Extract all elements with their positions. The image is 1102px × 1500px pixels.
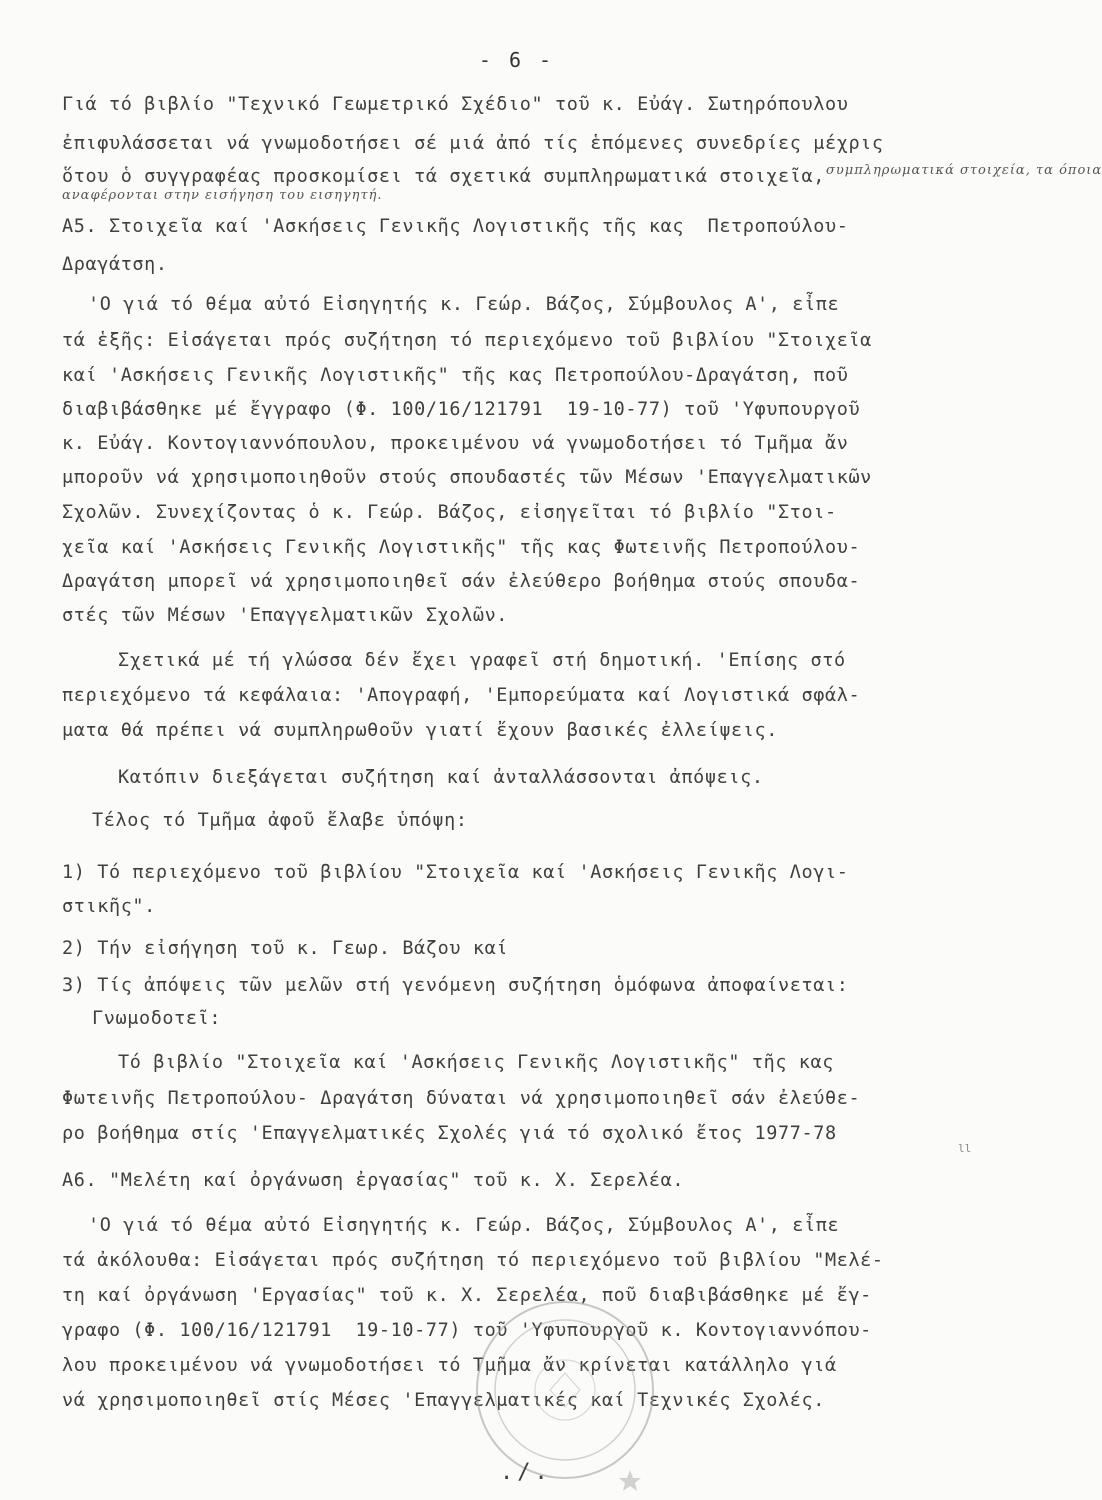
text-line: ἐπιφυλάσσεται νά γνωμοδοτήσει σέ μιά ἀπό τίς ἑπόμενες συνεδρίες μέχρις	[62, 133, 884, 154]
text-line: λου προκειμένου νά γνωμοδοτήσει τό Τμῆμα ἄν κρίνεται κατάλληλο γιά	[62, 1355, 837, 1376]
handwritten-note-line2: αναφέρονται στην εισήγηση του εισηγητή.	[62, 188, 383, 203]
text-line: Φωτεινῆς Πετροπούλου- Δραγάτση δύναται νά χρησιμοποιηθεῖ σάν ἐλεύθε-	[62, 1088, 861, 1109]
text-line: Δραγάτση.	[62, 254, 168, 275]
text-line: ματα θά πρέπει νά συμπληρωθοῦν γιατί ἔχουν βασικές ἐλλείψεις.	[62, 720, 779, 741]
text-line: χεῖα καί 'Ασκήσεις Γενικῆς Λογιστικῆς" τῆς κας Φωτεινῆς Πετροπούλου-	[62, 537, 861, 558]
text-line: νά χρησιμοποιηθεῖ στίς Μέσες 'Επαγγελματικές καί Τεχνικές Σχολές.	[62, 1390, 825, 1411]
text-line: 'Ο γιά τό θέμα αὐτό Εἰσηγητής κ. Γεώρ. Βάζος, Σύμβουλος Α', εἶπε	[88, 1215, 840, 1236]
text-line: καί 'Ασκήσεις Γενικῆς Λογιστικῆς" τῆς κας Πετροπούλου-Δραγάτση, ποῦ	[62, 365, 849, 386]
text-line: στικῆς".	[62, 896, 156, 917]
text-line: ὅτου ὁ συγγραφέας προσκομίσει τά σχετικά συμπληρωματικά στοιχεῖα,	[62, 166, 825, 187]
margin-mark: ll	[958, 1142, 972, 1155]
text-line: Σχετικά μέ τή γλώσσα δέν ἔχει γραφεῖ στή δημοτική. 'Επίσης στό	[118, 650, 846, 671]
continuation-mark: ./.	[500, 1460, 552, 1485]
text-line: στές τῶν Μέσων 'Επαγγελματικῶν Σχολῶν.	[62, 605, 509, 626]
list-item: 2) Τήν εἰσήγηση τοῦ κ. Γεωρ. Βάζου καί	[62, 938, 509, 959]
page-number: - 6 -	[478, 48, 555, 72]
text-line: διαβιβάσθηκε μέ ἔγγραφο (Φ. 100/16/121791 19-10-77) τοῦ 'Υφυπουργοῦ	[62, 399, 861, 420]
text-line: Κατόπιν διεξάγεται συζήτηση καί ἀνταλλάσσονται ἀπόψεις.	[118, 767, 764, 788]
text-line: κ. Εὐάγ. Κοντογιαννόπουλου, προκειμένου νά γνωμοδοτήσει τό Τμῆμα ἄν	[62, 433, 849, 454]
handwritten-note-line1: συμπληρωματικά στοιχεία, τα όποια	[826, 163, 1102, 178]
text-line: Σχολῶν. Συνεχίζοντας ὁ κ. Γεώρ. Βάζος, εἰσηγεῖται τό βιβλίο "Στοι-	[62, 502, 837, 523]
text-line: Δραγάτση μπορεῖ νά χρησιμοποιηθεῖ σάν ἐλεύθερο βοήθημα στούς σπουδα-	[62, 571, 861, 592]
text-line: μποροῦν νά χρησιμοποιηθοῦν στούς σπουδαστές τῶν Μέσων 'Επαγγελματικῶν	[62, 467, 872, 488]
text-line: Τέλος τό Τμῆμα ἀφοῦ ἔλαβε ὑπόψη:	[92, 810, 468, 831]
list-item: 3) Τίς ἀπόψεις τῶν μελῶν στή γενόμενη συζήτηση ὁμόφωνα ἀποφαίνεται:	[62, 975, 849, 996]
text-line: τη καί ὀργάνωση 'Εργασίας" τοῦ κ. Χ. Σερελέα, ποῦ διαβιβάσθηκε μέ ἔγ-	[62, 1285, 872, 1306]
decision-label: Γνωμοδοτεῖ:	[92, 1008, 222, 1029]
official-stamp-seal	[470, 1295, 660, 1485]
text-line: Γιά τό βιβλίο "Τεχνικό Γεωμετρικό Σχέδιο" τοῦ κ. Εὐάγ. Σωτηρόπουλου	[62, 94, 849, 115]
section-heading-a6: Α6. "Μελέτη καί ὀργάνωση ἐργασίας" τοῦ κ. Χ. Σερελέα.	[62, 1170, 685, 1191]
section-heading-a5: Α5. Στοιχεῖα καί 'Ασκήσεις Γενικῆς Λογιστικῆς τῆς κας Πετροπούλου-	[62, 216, 849, 237]
list-item: 1) Τό περιεχόμενο τοῦ βιβλίου "Στοιχεῖα καί 'Ασκήσεις Γενικῆς Λογι-	[62, 862, 849, 883]
text-line: ρο βοήθημα στίς 'Επαγγελματικές Σχολές γιά τό σχολικό ἔτος 1977-78	[62, 1123, 837, 1144]
text-line: περιεχόμενο τά κεφάλαια: 'Απογραφή, 'Εμπορεύματα καί Λογιστικά σφάλ-	[62, 685, 861, 706]
text-line: τά ἀκόλουθα: Εἰσάγεται πρός συζήτηση τό περιεχόμενο τοῦ βιβλίου "Μελέ-	[62, 1250, 884, 1271]
text-line: Τό βιβλίο "Στοιχεῖα καί 'Ασκήσεις Γενικῆς Λογιστικῆς" τῆς κας	[118, 1052, 835, 1073]
text-line: 'Ο γιά τό θέμα αὐτό Εἰσηγητής κ. Γεώρ. Βάζος, Σύμβουλος Α', εἶπε	[88, 294, 840, 315]
text-line: τά ἑξῆς: Εἰσάγεται πρός συζήτηση τό περιεχόμενο τοῦ βιβλίου "Στοιχεῖα	[62, 330, 872, 351]
text-line: γραφο (Φ. 100/16/121791 19-10-77) τοῦ 'Υφυπουργοῦ κ. Κοντογιαννόπου-	[62, 1320, 872, 1341]
